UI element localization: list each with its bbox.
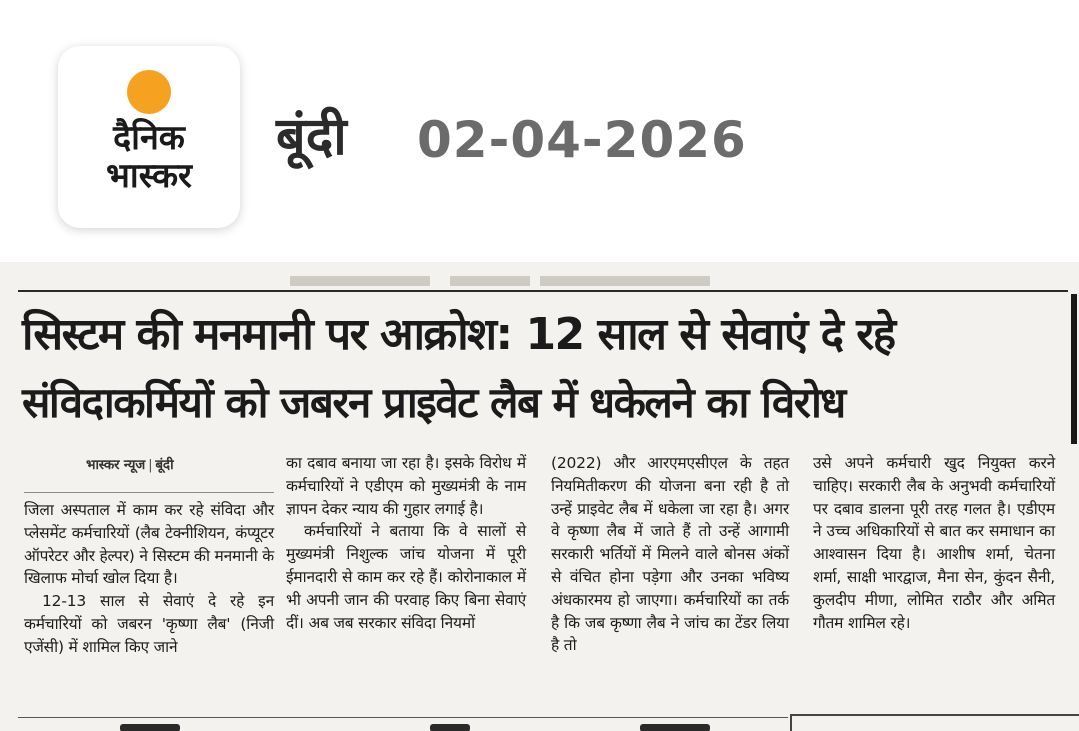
paragraph: उसे अपने कर्मचारी खुद नियुक्त करने चाहिए। सरकारी लैब के अनुभवी कर्मचारियों पर दबाव डालना पूरी तरह गलत है। एडीएम ने उच्च अधिकारियों से बात कर समाधान का आश्वासन दिया है। आशीष शर्मा, चेतना शर्मा, साक्षी भारद्वाज, मैना सेन, कुंदन सैनी, कुलदीप मीणा, लोमित राठौर और अमित गौतम शामिल रहे। (813, 454, 1055, 632)
logo-line2: भास्कर (106, 156, 192, 196)
logo-line1: दैनिक (113, 118, 185, 158)
article-column-1 (24, 452, 274, 722)
dainik-bhaskar-logo[interactable] (58, 46, 240, 228)
newspaper-clipping (0, 262, 1079, 731)
next-article-box (790, 714, 1079, 731)
cropped-text-fragment (540, 276, 710, 286)
headline-line-1: सिस्टम की मनमानी पर आक्रोश: 12 साल से सेवाएं दे रहे (22, 309, 895, 360)
paragraph: (2022) और आरएमएसीएल के तहत नियमितीकरण की योजना बना रही है तो उन्हें प्राइवेट लैब में धकेला जा रहा है। अगर वे कृष्णा लैब में जाते हैं तो उन्हें आगामी सरकारी भर्तियों में मिलने वाले बोनस अंकों से वंचित होना पड़ेगा और उनका भविष्य अंधकारमय हो जाएगा। कर्मचारियों का तर्क है कि जब कृष्णा लैब ने जांच का टेंडर लिया है तो (551, 454, 789, 655)
cropped-text-fragment (430, 724, 470, 731)
cropped-text-fragment (120, 724, 180, 731)
paragraph: 12-13 साल से सेवाएं दे रहे इन कर्मचारियों को जबरन 'कृष्णा लैब' (निजी एजेंसी) में शामिल किए जाने (24, 592, 274, 656)
paragraph: का दबाव बनाया जा रहा है। इसके विरोध में कर्मचारियों ने एडीएम को मुख्यमंत्री के नाम ज्ञापन देकर न्याय की गुहार लगाई है। (286, 454, 526, 518)
byline-city: बूंदी (155, 457, 174, 473)
bottom-rule (18, 717, 788, 718)
cropped-text-fragment (640, 724, 710, 731)
cropped-text-fragment (450, 276, 530, 286)
paragraph: जिला अस्पताल में काम कर रहे संविदा और प्लेसमेंट कर्मचारियों (लैब टेक्नीशियन, कंप्यूटर ऑपरेटर और हेल्पर) ने सिस्टम की मनमानी के खिलाफ मोर्चा खोल दिया है। (24, 501, 274, 588)
article-column-3 (551, 452, 789, 722)
article-column-2 (286, 452, 526, 722)
byline-source: भास्कर न्यूज (86, 457, 146, 473)
top-rule (18, 290, 1068, 292)
byline: भास्कर न्यूज | बूंदी (24, 452, 274, 493)
paragraph: कर्मचारियों ने बताया कि वे सालों से मुख्यमंत्री निशुल्क जांच योजना में पूरी ईमानदारी से काम कर रहे हैं। कोरोनाकाल में भी अपनी जान की परवाह किए बिना सेवाएं दीं। अब जब सरकार संविदा नियमों (286, 522, 526, 632)
headline-line-2: संविदाकर्मियों को जबरन प्राइवेट लैब में धकेलने का विरोध (22, 378, 845, 427)
article-column-4 (813, 452, 1055, 722)
app-header (0, 0, 1079, 260)
edition-city: बूंदी (276, 107, 347, 167)
sun-icon (127, 70, 171, 114)
cropped-text-fragment (290, 276, 430, 286)
edition-date: 02-04-2026 (417, 111, 747, 169)
